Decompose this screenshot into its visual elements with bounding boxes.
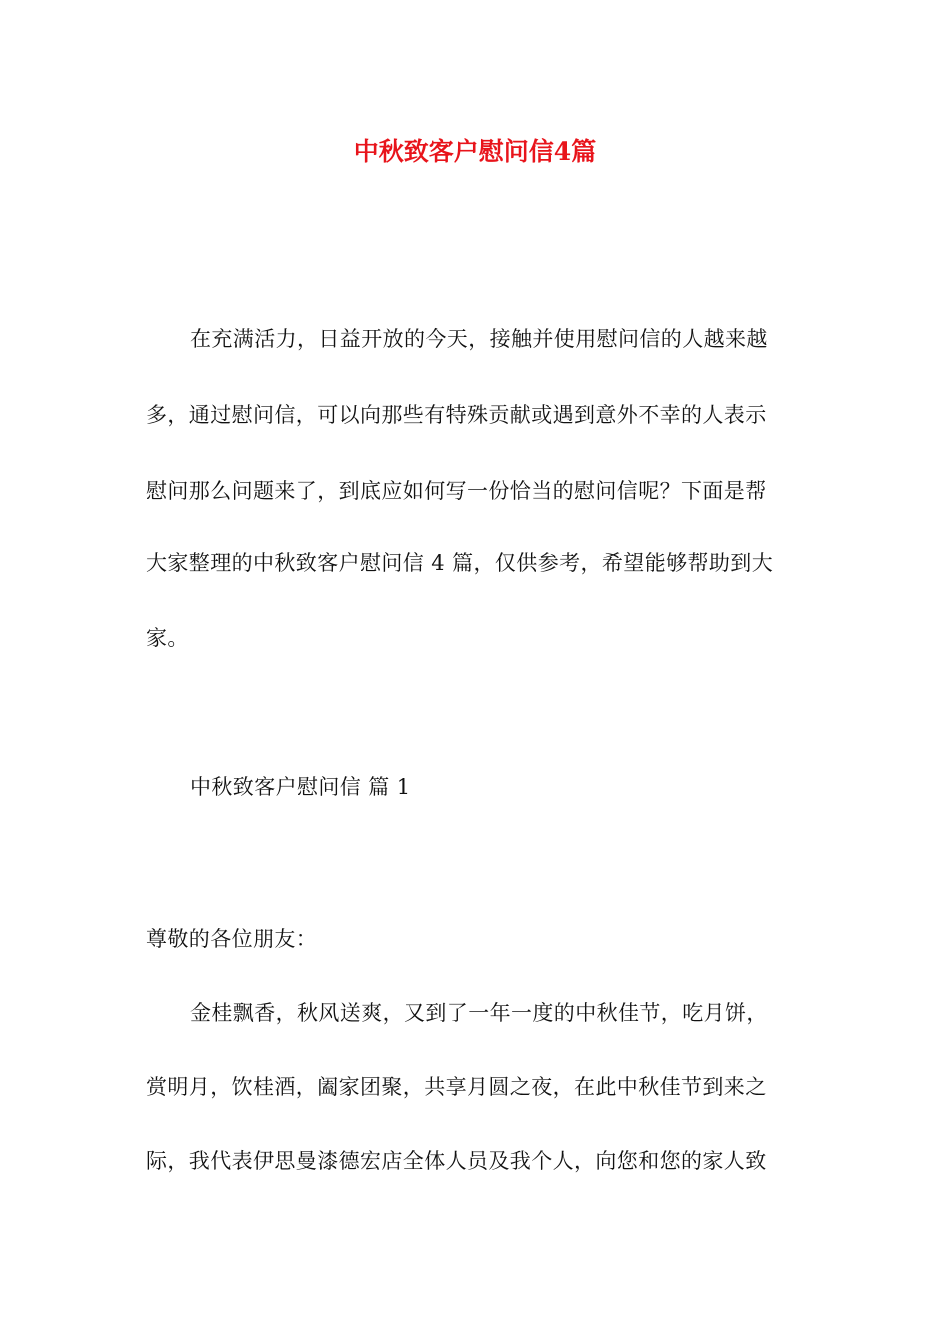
intro-line: 大家整理的中秋致客户慰问信 4 篇，仅供参考，希望能够帮助到大	[146, 551, 774, 575]
intro-line: 在充满活力，日益开放的今天，接触并使用慰问信的人越来越	[190, 327, 768, 351]
body-line: 赏明月，饮桂酒，阖家团聚，共享月圆之夜，在此中秋佳节到来之	[146, 1075, 767, 1099]
intro-line: 多，通过慰问信，可以向那些有特殊贡献或遇到意外不幸的人表示	[146, 403, 767, 427]
section-heading: 中秋致客户慰问信 篇 1	[190, 775, 411, 799]
intro-line: 家。	[146, 626, 189, 650]
body-line: 际，我代表伊思曼漆德宏店全体人员及我个人，向您和您的家人致	[146, 1149, 767, 1173]
intro-line: 慰问那么问题来了，到底应如何写一份恰当的慰问信呢？下面是帮	[146, 479, 767, 503]
salutation: 尊敬的各位朋友：	[146, 927, 318, 951]
document-title: 中秋致客户慰问信4篇	[353, 137, 597, 166]
body-line: 金桂飘香，秋风送爽，又到了一年一度的中秋佳节，吃月饼，	[190, 1001, 768, 1025]
